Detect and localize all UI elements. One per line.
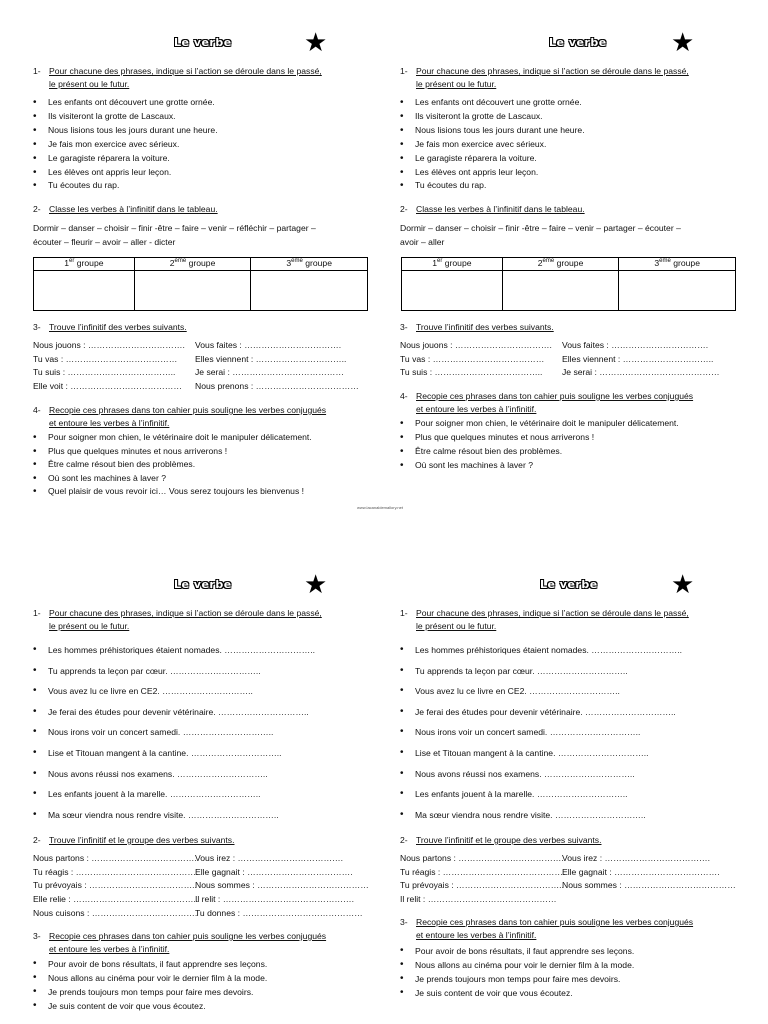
list-item: • Je suis content de voir que vous écoutez. [33, 999, 267, 1013]
table-cell [619, 271, 736, 311]
question-1: 1- Pour chacune des phrases, indique si l’action se déroule dans le passé, le présent ou le futur. [400, 66, 689, 89]
fiche-title: Le verbe [549, 36, 607, 49]
star-icon: ★ [671, 28, 695, 58]
list-item: • Être calme résout bien des problèmes. [33, 458, 312, 472]
list-item: • Nous irons voir un concert samedi. ………………………….. [400, 722, 682, 743]
list-item: • Je ferai des études pour devenir vétérinaire. ………………………….. [400, 702, 682, 723]
list-item: • Lise et Titouan mangent à la cantine. ………………………….. [33, 743, 315, 764]
star-icon: ★ [304, 28, 328, 58]
site-url: www.lacanaldemallory.net [357, 505, 403, 510]
list-item: • Les élèves ont appris leur leçon. [33, 166, 218, 180]
table-cell [502, 271, 619, 311]
q2-right-column: Vous irez : ………………………………. Elle gagnait : ………………………………. Nous sommes : ………………………………… [562, 853, 736, 891]
list-item: • Nous allons au cinéma pour voir le dernier film à la mode. [400, 958, 634, 972]
question-1: 1- Pour chacune des phrases, indique si l’action se déroule dans le passé, le présent ou le futur. [400, 608, 689, 631]
list-item: • Tu écoutes du rap. [33, 179, 218, 193]
group-header: 2ème groupe [134, 258, 251, 271]
question-1: 1- Pour chacune des phrases, indique si l’action se déroule dans le passé, le présent ou le futur. [33, 66, 322, 89]
list-item: • Je prends toujours mon temps pour faire mes devoirs. [400, 972, 634, 986]
question-2: 2- Classe les verbes à l’infinitif dans le tableau. [400, 204, 585, 214]
list-item: • Les enfants jouent à la marelle. ………………………….. [400, 784, 682, 805]
group-header: 3ème groupe [619, 258, 736, 271]
question-3: 3- Recopie ces phrases dans ton cahier puis souligne les verbes conjugués et entoure les verbes à l’infinitif. [400, 917, 694, 940]
list-item: • Ma sœur viendra nous rendre visite. ………………………….. [400, 805, 682, 826]
list-item: • Plus que quelques minutes et nous arriverons ! [33, 445, 312, 459]
question-4: 4- Recopie ces phrases dans ton cahier puis souligne les verbes conjugués et entoure les verbes à l’infinitif. [33, 405, 327, 428]
list-item: • Pour soigner mon chien, le vétérinaire doit le manipuler délicatement. [33, 431, 312, 445]
table-cell [251, 271, 368, 311]
q4-list [400, 417, 679, 473]
question-1: 1- Pour chacune des phrases, indique si l’action se déroule dans le passé, le présent ou le futur. [33, 608, 322, 631]
list-item: • Nous irons voir un concert samedi. ………………………….. [33, 722, 315, 743]
question-4: 4- Recopie ces phrases dans ton cahier puis souligne les verbes conjugués et entoure les verbes à l’infinitif. [400, 391, 694, 414]
q1-list [33, 640, 315, 825]
question-3: 3- Trouve l’infinitif des verbes suivants. [33, 322, 187, 332]
q3-list [33, 957, 267, 1013]
q3-left-column: Nous jouons : ……………………………. Tu vas : ………………………………… Tu suis : ……………………………….. Elle voit : ………………………………… [33, 340, 185, 392]
fiche-title: Le verbe [174, 36, 232, 49]
list-item: • Je ferai des études pour devenir vétérinaire. ………………………….. [33, 702, 315, 723]
list-item: • Le garagiste réparera la voiture. [400, 152, 585, 166]
list-item: • Les hommes préhistoriques étaient nomades. ………………………….. [400, 640, 682, 661]
list-item: • Nous avons réussi nos examens. ………………………….. [400, 764, 682, 785]
list-item: • Je fais mon exercice avec sérieux. [33, 138, 218, 152]
list-item: • Les enfants ont découvert une grotte ornée. [33, 96, 218, 110]
q4-list [33, 431, 312, 499]
q2-left-column: Nous partons : ………………………………. Tu réagis : ……………………………………. Tu prévoyais : ……………………………….. Elle relie : …………………………………….. Nous cuisons : ………………………………. [33, 853, 199, 918]
question-2: 2- Classe les verbes à l’infinitif dans le tableau. [33, 204, 218, 214]
list-item: • Pour soigner mon chien, le vétérinaire doit le manipuler délicatement. [400, 417, 679, 431]
list-item: • Je prends toujours mon temps pour faire mes devoirs. [33, 985, 267, 999]
q3-list [400, 944, 634, 1000]
list-item: • Être calme résout bien des problèmes. [400, 445, 679, 459]
list-item: • Les hommes préhistoriques étaient nomades. ………………………….. [33, 640, 315, 661]
list-item: • Vous avez lu ce livre en CE2. ………………………….. [33, 681, 315, 702]
q2-left-column: Nous partons : ………………………………. Tu réagis : ……………………………………. Tu prévoyais : ……………………………….. Il relit : ……………………………………… [400, 853, 566, 905]
list-item: • Je suis content de voir que vous écoutez. [400, 986, 634, 1000]
list-item: • Nous lisions tous les jours durant une heure. [33, 124, 218, 138]
list-item: • Lise et Titouan mangent à la cantine. ………………………….. [400, 743, 682, 764]
verb-list: Dormir – danser – choisir – finir -être – faire – venir – réfléchir – partager – écouter – fleurir – avoir – aller - dicter [33, 223, 316, 247]
list-item: • Les élèves ont appris leur leçon. [400, 166, 585, 180]
list-item: • Où sont les machines à laver ? [400, 459, 679, 473]
q3-right-column: Vous faites : ……………………………. Elles viennent : ………………………….. Je serai : ………………………………… Nous prenons : ……………………………… [195, 340, 359, 392]
group-header: 1er groupe [402, 258, 503, 271]
question-3: 3- Trouve l’infinitif des verbes suivants. [400, 322, 554, 332]
list-item: • Les enfants jouent à la marelle. ………………………….. [33, 784, 315, 805]
star-icon: ★ [304, 570, 328, 600]
group-header: 3ème groupe [251, 258, 368, 271]
list-item: • Tu écoutes du rap. [400, 179, 585, 193]
list-item: • Plus que quelques minutes et nous arriverons ! [400, 431, 679, 445]
list-item: • Nous avons réussi nos examens. ………………………….. [33, 764, 315, 785]
groups-table [33, 257, 368, 311]
list-item: • Pour avoir de bons résultats, il faut apprendre ses leçons. [33, 957, 267, 971]
groups-table [401, 257, 736, 311]
verb-list: Dormir – danser – choisir – finir -être – faire – venir – partager – écouter – avoir – aller [400, 223, 681, 247]
fiche-title: Le verbe [540, 578, 598, 591]
star-icon: ★ [671, 570, 695, 600]
list-item: • Nous lisions tous les jours durant une heure. [400, 124, 585, 138]
list-item: • Les enfants ont découvert une grotte ornée. [400, 96, 585, 110]
group-header: 2ème groupe [502, 258, 619, 271]
q3-right-column: Vous faites : ……………………………. Elles viennent : ………………………….. Je serai : …………………………………… [562, 340, 720, 378]
question-3: 3- Recopie ces phrases dans ton cahier puis souligne les verbes conjugués et entoure les verbes à l’infinitif. [33, 931, 327, 954]
list-item: • Le garagiste réparera la voiture. [33, 152, 218, 166]
list-item: • Je fais mon exercice avec sérieux. [400, 138, 585, 152]
table-cell [34, 271, 135, 311]
q1-list [33, 96, 218, 193]
list-item: • Où sont les machines à laver ? [33, 472, 312, 486]
list-item: • Quel plaisir de vous revoir ici… Vous serez toujours les bienvenus ! [33, 485, 312, 499]
list-item: • Nous allons au cinéma pour voir le dernier film à la mode. [33, 971, 267, 985]
q2-right-column: Vous irez : ………………………………. Elle gagnait : ………………………………. Nous sommes : ………………………………… Il relit : ………………………………………. Tu donnes : …………………………………… [195, 853, 369, 918]
table-cell [402, 271, 503, 311]
q1-list [400, 640, 682, 825]
list-item: • Pour avoir de bons résultats, il faut apprendre ses leçons. [400, 944, 634, 958]
table-cell [134, 271, 251, 311]
q1-list [400, 96, 585, 193]
q3-left-column: Nous jouons : ……………………………. Tu vas : ………………………………… Tu suis : ……………………………….. [400, 340, 552, 378]
list-item: • Tu apprends ta leçon par cœur. ………………………….. [400, 661, 682, 682]
list-item: • Ils visiteront la grotte de Lascaux. [33, 110, 218, 124]
fiche-title: Le verbe [174, 578, 232, 591]
question-2: 2- Trouve l’infinitif et le groupe des verbes suivants. [33, 835, 235, 845]
list-item: • Ma sœur viendra nous rendre visite. ………………………….. [33, 805, 315, 826]
question-2: 2- Trouve l’infinitif et le groupe des verbes suivants. [400, 835, 602, 845]
group-header: 1er groupe [34, 258, 135, 271]
list-item: • Tu apprends ta leçon par cœur. ………………………….. [33, 661, 315, 682]
list-item: • Ils visiteront la grotte de Lascaux. [400, 110, 585, 124]
list-item: • Vous avez lu ce livre en CE2. ………………………….. [400, 681, 682, 702]
